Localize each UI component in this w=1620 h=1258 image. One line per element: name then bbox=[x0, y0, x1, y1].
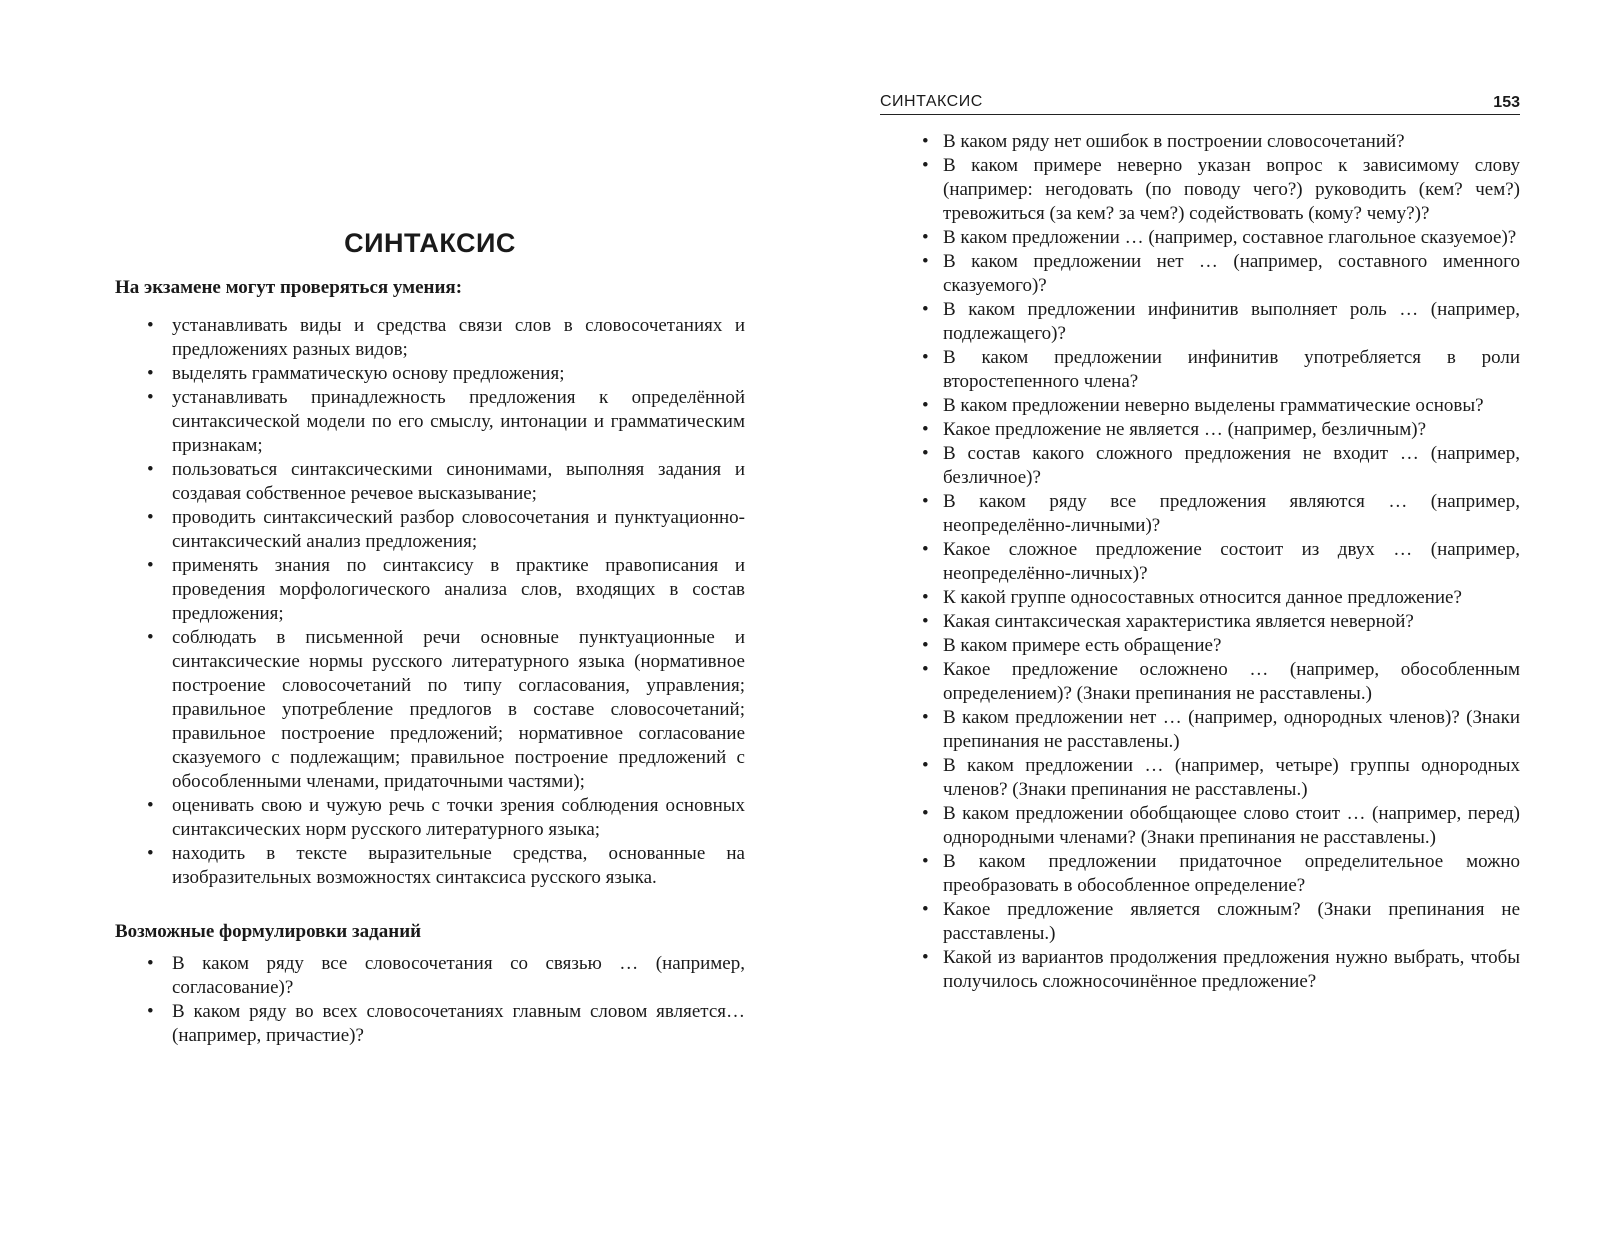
bullet-icon: • bbox=[922, 491, 929, 512]
list-item-text: Какое предложение осложнено … (например, обособленным определением)? (Знаки препинания не расставлены.) bbox=[943, 659, 1520, 704]
skills-heading: На экзамене могут проверяться умения: bbox=[115, 277, 463, 298]
list-item-text: В каком ряду во всех словосочетаниях главным словом является… (например, причастие)? bbox=[172, 1001, 745, 1046]
list-item-text: В каком предложении нет … (например, однородных членов)? (Знаки препинания не расставлены.) bbox=[943, 707, 1520, 752]
bullet-icon: • bbox=[922, 611, 929, 632]
list-item-text: В каком примере есть обращение? bbox=[943, 635, 1222, 656]
list-item bbox=[880, 538, 1520, 586]
list-item bbox=[115, 626, 745, 794]
running-header bbox=[880, 92, 1520, 115]
tasks-heading: Возможные формулировки заданий bbox=[115, 921, 422, 942]
list-item-text: В каком предложении инфинитив употребляется в роли второстепенного члена? bbox=[943, 347, 1520, 392]
list-item bbox=[880, 394, 1520, 418]
list-item bbox=[880, 298, 1520, 346]
list-item-text: К какой группе односоставных относится данное предложение? bbox=[943, 587, 1462, 608]
list-item bbox=[115, 794, 745, 842]
bullet-icon: • bbox=[922, 539, 929, 560]
list-item-text: В каком предложении придаточное определительное можно преобразовать в обособленное определение? bbox=[943, 851, 1520, 896]
list-item-text: В каком ряду все словосочетания со связью … (например, согласование)? bbox=[172, 953, 745, 998]
list-item-text: Какое предложение является сложным? (Знаки препинания не расставлены.) bbox=[943, 899, 1520, 944]
bullet-icon: • bbox=[922, 851, 929, 872]
bullet-icon: • bbox=[922, 251, 929, 272]
list-item bbox=[880, 946, 1520, 994]
bullet-icon: • bbox=[922, 131, 929, 152]
list-item bbox=[115, 554, 745, 626]
bullet-icon: • bbox=[922, 299, 929, 320]
bullet-icon: • bbox=[147, 627, 154, 648]
list-item bbox=[880, 754, 1520, 802]
bullet-icon: • bbox=[922, 755, 929, 776]
bullet-icon: • bbox=[922, 347, 929, 368]
left-page-body bbox=[115, 276, 745, 1048]
bullet-icon: • bbox=[922, 587, 929, 608]
list-item-text: Какая синтаксическая характеристика является неверной? bbox=[943, 611, 1414, 632]
bullet-icon: • bbox=[922, 803, 929, 824]
list-item bbox=[880, 250, 1520, 298]
list-item bbox=[880, 418, 1520, 442]
bullet-icon: • bbox=[147, 459, 154, 480]
page-number: 153 bbox=[1493, 94, 1520, 111]
list-item bbox=[115, 362, 745, 386]
list-item bbox=[115, 1000, 745, 1048]
list-item bbox=[880, 130, 1520, 154]
list-item bbox=[880, 634, 1520, 658]
list-item bbox=[115, 842, 745, 890]
list-item-text: В каком ряду нет ошибок в построении словосочетаний? bbox=[943, 131, 1405, 152]
list-item bbox=[115, 314, 745, 362]
questions-list bbox=[880, 130, 1520, 994]
list-item bbox=[115, 506, 745, 554]
list-item-text: пользоваться синтаксическими синонимами, выполняя задания и создавая собственное речевое высказывание; bbox=[172, 459, 745, 504]
list-item-text: В каком ряду все предложения являются … (например, неопределённо-личными)? bbox=[943, 491, 1520, 536]
list-item bbox=[115, 386, 745, 458]
list-item-text: В каком примере неверно указан вопрос к зависимому слову (например: негодовать (по поводу чего?) руководить (кем? чем?) тревожиться (за кем? за чем?) содействовать (кому? чему?)? bbox=[943, 155, 1520, 224]
bullet-icon: • bbox=[147, 387, 154, 408]
list-item bbox=[880, 442, 1520, 490]
list-item-text: устанавливать принадлежность предложения к определённой синтаксической модели по его смыслу, интонации и грамматическим признакам; bbox=[172, 387, 745, 456]
list-item-text: применять знания по синтаксису в практике правописания и проведения морфологического анализа слов, входящих в состав предложения; bbox=[172, 555, 745, 624]
list-item-text: выделять грамматическую основу предложения; bbox=[172, 363, 565, 384]
tasks-list bbox=[115, 952, 745, 1048]
chapter-title: СИНТАКСИС bbox=[344, 228, 516, 258]
list-item bbox=[880, 850, 1520, 898]
list-item-text: Какое сложное предложение состоит из двух … (например, неопределённо-личных)? bbox=[943, 539, 1520, 584]
bullet-icon: • bbox=[922, 635, 929, 656]
bullet-icon: • bbox=[922, 419, 929, 440]
list-item bbox=[115, 458, 745, 506]
bullet-icon: • bbox=[922, 707, 929, 728]
bullet-icon: • bbox=[147, 795, 154, 816]
bullet-icon: • bbox=[922, 395, 929, 416]
bullet-icon: • bbox=[147, 1001, 154, 1022]
bullet-icon: • bbox=[922, 947, 929, 968]
list-item bbox=[880, 898, 1520, 946]
bullet-icon: • bbox=[922, 899, 929, 920]
bullet-icon: • bbox=[147, 363, 154, 384]
list-item bbox=[880, 802, 1520, 850]
list-item-text: В каком предложении … (например, четыре) группы однородных членов? (Знаки препинания не расставлены.) bbox=[943, 755, 1520, 800]
list-item-text: находить в тексте выразительные средства, основанные на изобразительных возможностях синтаксиса русского языка. bbox=[172, 843, 745, 888]
bullet-icon: • bbox=[922, 659, 929, 680]
list-item-text: В каком предложении инфинитив выполняет роль … (например, подлежащего)? bbox=[943, 299, 1520, 344]
list-item bbox=[880, 154, 1520, 226]
list-item-text: В состав какого сложного предложения не входит … (например, безличное)? bbox=[943, 443, 1520, 488]
list-item-text: В каком предложении обобщающее слово стоит … (например, перед) однородными членами? (Знаки препинания не расставлены.) bbox=[943, 803, 1520, 848]
list-item bbox=[880, 658, 1520, 706]
list-item-text: В каком предложении нет … (например, составного именного сказуемого)? bbox=[943, 251, 1520, 296]
bullet-icon: • bbox=[922, 227, 929, 248]
bullet-icon: • bbox=[147, 315, 154, 336]
list-item-text: устанавливать виды и средства связи слов в словосочетаниях и предложениях разных видов; bbox=[172, 315, 745, 360]
list-item bbox=[880, 346, 1520, 394]
list-item bbox=[880, 706, 1520, 754]
running-title: СИНТАКСИС bbox=[880, 93, 983, 110]
list-item bbox=[880, 490, 1520, 538]
list-item bbox=[880, 226, 1520, 250]
right-page-body bbox=[880, 130, 1520, 994]
skills-list bbox=[115, 314, 745, 890]
bullet-icon: • bbox=[147, 953, 154, 974]
list-item bbox=[880, 586, 1520, 610]
list-item-text: соблюдать в письменной речи основные пунктуационные и синтаксические нормы русского литературного языка (нормативное построение словосочетаний по типу согласования, управления; правильное употребление предлогов в составе словосочетаний; правильное построение предложений; нормативное согласование сказуемого с подлежащим; правильное построение предложений с обособленными членами, придаточными частями); bbox=[172, 627, 745, 792]
list-item bbox=[880, 610, 1520, 634]
list-item-text: проводить синтаксический разбор словосочетания и пунктуационно-синтаксический анализ предложения; bbox=[172, 507, 745, 552]
list-item bbox=[115, 952, 745, 1000]
bullet-icon: • bbox=[922, 155, 929, 176]
list-item-text: Какое предложение не является … (например, безличным)? bbox=[943, 419, 1427, 440]
list-item-text: оценивать свою и чужую речь с точки зрения соблюдения основных синтаксических норм русского литературного языка; bbox=[172, 795, 745, 840]
list-item-text: Какой из вариантов продолжения предложения нужно выбрать, чтобы получилось сложносочинённое предложение? bbox=[943, 947, 1520, 992]
bullet-icon: • bbox=[147, 507, 154, 528]
list-item-text: В каком предложении неверно выделены грамматические основы? bbox=[943, 395, 1484, 416]
list-item-text: В каком предложении … (например, составное глагольное сказуемое)? bbox=[943, 227, 1517, 248]
bullet-icon: • bbox=[922, 443, 929, 464]
bullet-icon: • bbox=[147, 843, 154, 864]
bullet-icon: • bbox=[147, 555, 154, 576]
